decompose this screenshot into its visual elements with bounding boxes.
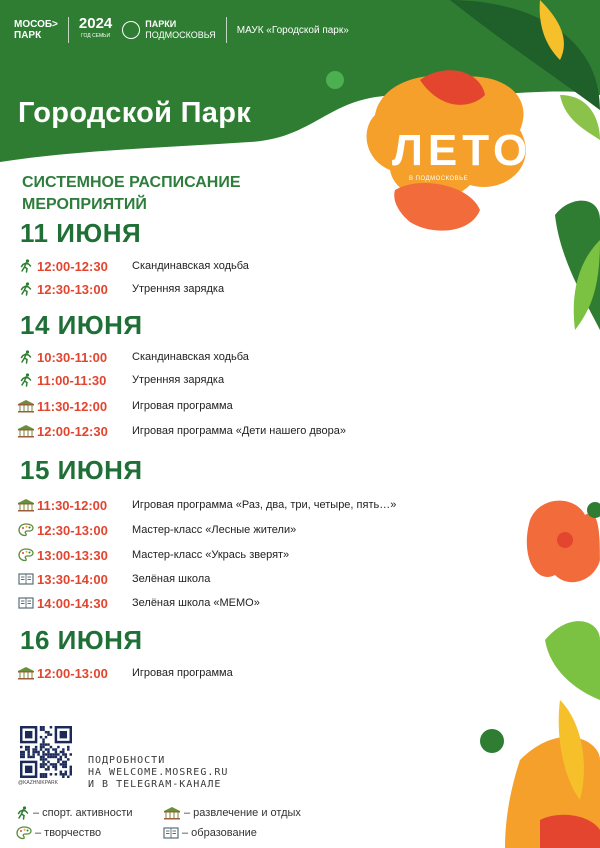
legend-label: – творчество <box>35 827 102 839</box>
event-name: Скандинавская ходьба <box>132 260 249 272</box>
event-time: 13:00-13:30 <box>37 547 108 563</box>
legend-label: – образование <box>182 827 257 839</box>
event-row <box>17 496 396 514</box>
mosoblpark-logo-line2: ПАРК <box>14 30 42 41</box>
book-icon <box>163 826 179 840</box>
parks-logo <box>122 19 216 41</box>
event-time: 13:30-14:00 <box>37 571 108 587</box>
event-row <box>17 371 224 389</box>
event-row <box>17 664 233 682</box>
palette-icon <box>16 826 32 840</box>
event-row <box>17 348 249 366</box>
runner-icon <box>17 371 35 389</box>
parks-logo-line1: ПАРКИ <box>145 19 177 29</box>
year-text: 2024 <box>78 15 113 32</box>
mosoblpark-logo <box>14 19 58 41</box>
event-name: Утренняя зарядка <box>132 283 225 295</box>
carousel-icon <box>163 806 181 820</box>
day-heading: 14 ИЮНЯ <box>20 310 143 340</box>
event-row <box>17 594 260 612</box>
event-name: Игровая программа «Раз, два, три, четыре, пять…» <box>132 499 397 511</box>
legend-item <box>163 806 301 820</box>
info-line: И В TELEGRAM-КАНАЛЕ <box>88 779 222 790</box>
mosoblpark-logo-line1: МОСОБ> <box>14 19 58 30</box>
parks-emblem-icon <box>122 21 140 39</box>
page-title: Городской Парк <box>18 97 252 129</box>
event-time: 11:00-11:30 <box>37 372 107 388</box>
event-time: 12:00-13:00 <box>37 665 108 681</box>
qr-code[interactable] <box>20 726 72 778</box>
event-time: 11:30-12:00 <box>37 398 108 414</box>
event-row <box>17 257 249 275</box>
carousel-icon <box>17 397 35 415</box>
parks-logo-line2: ПОДМОСКОВЬЯ <box>145 30 216 40</box>
legend-item <box>16 806 133 820</box>
runner-icon <box>17 280 35 298</box>
leto-badge-subtitle: В ПОДМОСКОВЬЕ <box>409 176 469 182</box>
event-time: 14:00-14:30 <box>37 595 108 611</box>
event-name: Скандинавская ходьба <box>132 351 249 363</box>
event-row <box>17 546 289 564</box>
event-time: 12:30-13:00 <box>37 522 108 538</box>
carousel-icon <box>17 664 35 682</box>
event-name: Игровая программа «Дети нашего двора» <box>132 425 346 437</box>
header-divider <box>68 17 69 43</box>
year-of-family-logo <box>79 17 112 43</box>
organization-name: МАУК «Городской парк» <box>236 24 349 36</box>
event-name: Мастер-класс «Укрась зверят» <box>132 549 290 561</box>
legend-item <box>16 826 101 840</box>
runner-icon <box>17 257 35 275</box>
event-name: Зелёная школа «МЕМО» <box>132 597 260 609</box>
info-line: ПОДРОБНОСТИ <box>88 755 166 766</box>
day-heading: 11 ИЮНЯ <box>20 218 142 248</box>
event-time: 12:00-12:30 <box>37 258 108 274</box>
carousel-icon <box>17 496 35 514</box>
event-row <box>17 397 233 415</box>
event-time: 10:30-11:00 <box>37 349 108 365</box>
day-heading: 16 ИЮНЯ <box>20 625 143 655</box>
event-name: Зелёная школа <box>132 573 211 585</box>
header-logos <box>14 14 349 46</box>
event-time: 12:00-12:30 <box>37 423 108 439</box>
carousel-icon <box>17 422 35 440</box>
header-divider <box>226 17 227 43</box>
palette-icon <box>17 521 35 539</box>
event-time: 12:30-13:00 <box>37 281 108 297</box>
year-subtitle: ГОД СЕМЬИ <box>81 33 111 39</box>
event-name: Мастер-класс «Лесные жители» <box>132 524 297 536</box>
legend-label: – спорт. активности <box>33 807 133 819</box>
legend-label: – развлечение и отдых <box>184 807 301 819</box>
event-name: Игровая программа <box>132 400 233 412</box>
event-row <box>17 422 346 440</box>
event-time: 11:30-12:00 <box>37 497 108 513</box>
palette-icon <box>17 546 35 564</box>
leto-badge-word: ЛЕТО <box>392 126 533 175</box>
event-name: Игровая программа <box>132 667 233 679</box>
info-text <box>88 755 308 791</box>
book-icon <box>17 594 35 612</box>
legend-item <box>163 826 257 840</box>
runner-icon <box>17 348 35 366</box>
book-icon <box>17 570 35 588</box>
day-heading: 15 ИЮНЯ <box>20 455 143 485</box>
event-name: Утренняя зарядка <box>132 374 225 386</box>
runner-icon <box>16 806 30 820</box>
event-row <box>17 280 224 298</box>
info-line: НА WELCOME.MOSREG.RU <box>88 767 229 778</box>
qr-caption: @KAZHNIKPARK <box>18 780 58 786</box>
event-row <box>17 521 296 539</box>
schedule-title: СИСТЕМНОЕ РАСПИСАНИЕ МЕРОПРИЯТИЙ <box>22 174 241 213</box>
event-row <box>17 570 210 588</box>
